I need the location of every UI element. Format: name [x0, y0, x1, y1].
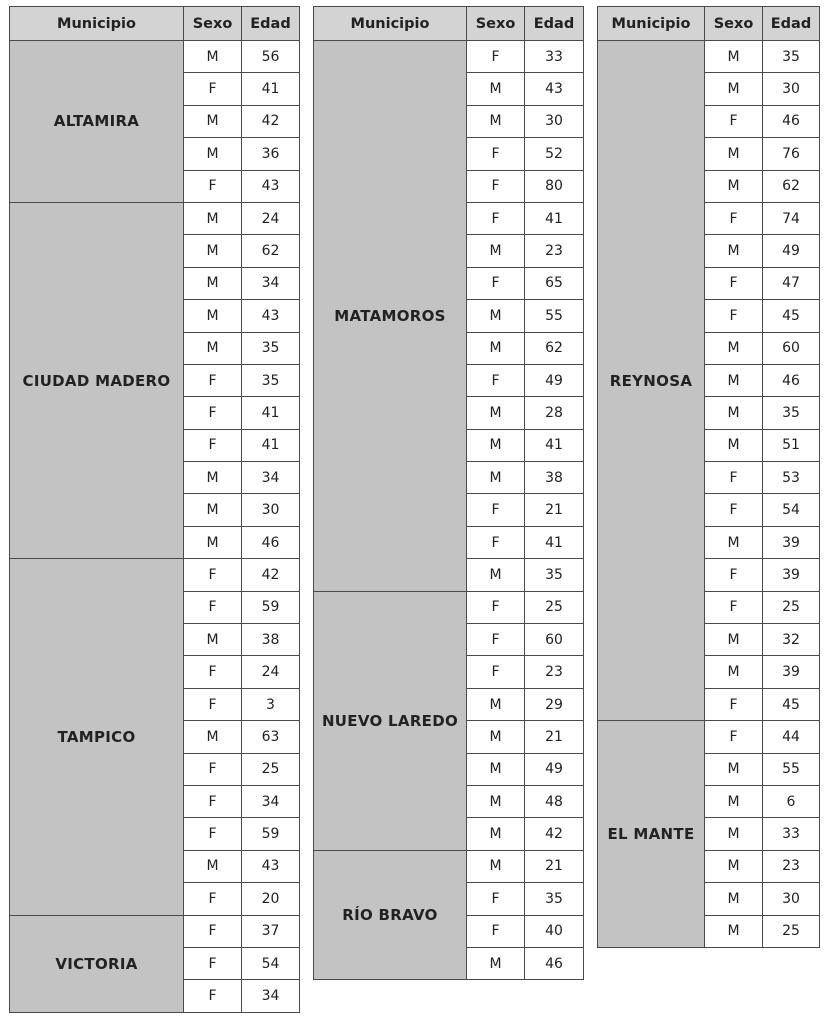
sexo-cell: M — [705, 429, 763, 461]
header-municipio: Municipio — [598, 7, 705, 41]
municipio-cell: EL MANTE — [598, 721, 705, 948]
edad-cell: 46 — [763, 364, 820, 396]
sexo-cell: M — [467, 818, 525, 850]
sexo-cell: M — [467, 300, 525, 332]
edad-cell: 23 — [525, 235, 584, 267]
sexo-cell: M — [467, 73, 525, 105]
edad-cell: 60 — [763, 332, 820, 364]
sexo-cell: M — [705, 364, 763, 396]
header-edad: Edad — [525, 7, 584, 41]
edad-cell: 43 — [242, 850, 300, 882]
edad-cell: 54 — [242, 947, 300, 979]
header-municipio: Municipio — [10, 7, 184, 41]
edad-cell: 39 — [763, 559, 820, 591]
edad-cell: 43 — [242, 300, 300, 332]
table-row — [10, 915, 300, 947]
edad-cell: 35 — [763, 397, 820, 429]
edad-cell: 35 — [763, 41, 820, 73]
edad-cell: 56 — [242, 41, 300, 73]
edad-cell: 24 — [242, 656, 300, 688]
sexo-cell: M — [705, 915, 763, 947]
edad-cell: 42 — [242, 559, 300, 591]
edad-cell: 20 — [242, 883, 300, 915]
edad-cell: 33 — [763, 818, 820, 850]
edad-cell: 74 — [763, 202, 820, 234]
edad-cell: 35 — [525, 883, 584, 915]
edad-cell: 30 — [525, 105, 584, 137]
sexo-cell: F — [184, 753, 242, 785]
sexo-cell: F — [184, 559, 242, 591]
municipio-cell: VICTORIA — [10, 915, 184, 1012]
sexo-cell: F — [184, 688, 242, 720]
edad-cell: 23 — [763, 850, 820, 882]
sexo-cell: M — [184, 41, 242, 73]
table-row — [314, 850, 584, 882]
edad-cell: 41 — [525, 526, 584, 558]
edad-cell: 48 — [525, 785, 584, 817]
edad-cell: 76 — [763, 138, 820, 170]
sexo-cell: M — [705, 753, 763, 785]
sexo-cell: F — [467, 138, 525, 170]
edad-cell: 34 — [242, 462, 300, 494]
edad-cell: 47 — [763, 267, 820, 299]
sexo-cell: M — [705, 850, 763, 882]
edad-cell: 41 — [525, 202, 584, 234]
edad-cell: 32 — [763, 624, 820, 656]
edad-cell: 46 — [525, 947, 584, 979]
header-sexo: Sexo — [467, 7, 525, 41]
sexo-cell: M — [184, 332, 242, 364]
sexo-cell: M — [705, 656, 763, 688]
edad-cell: 29 — [525, 688, 584, 720]
edad-cell: 59 — [242, 818, 300, 850]
sexo-cell: F — [184, 980, 242, 1012]
sexo-cell: M — [467, 332, 525, 364]
edad-cell: 45 — [763, 688, 820, 720]
sexo-cell: M — [705, 624, 763, 656]
sexo-cell: F — [467, 656, 525, 688]
edad-cell: 35 — [242, 332, 300, 364]
table-row — [10, 202, 300, 234]
sexo-cell: F — [705, 462, 763, 494]
sexo-cell: M — [184, 105, 242, 137]
edad-cell: 39 — [763, 656, 820, 688]
sexo-cell: F — [184, 818, 242, 850]
edad-cell: 55 — [763, 753, 820, 785]
sexo-cell: F — [467, 526, 525, 558]
sexo-cell: M — [705, 818, 763, 850]
edad-cell: 21 — [525, 850, 584, 882]
municipio-cell: TAMPICO — [10, 559, 184, 915]
sexo-cell: F — [467, 624, 525, 656]
sexo-cell: F — [705, 591, 763, 623]
sexo-cell: M — [467, 785, 525, 817]
sexo-cell: M — [705, 41, 763, 73]
edad-cell: 37 — [242, 915, 300, 947]
sexo-cell: M — [467, 947, 525, 979]
edad-cell: 42 — [525, 818, 584, 850]
sexo-cell: F — [184, 656, 242, 688]
edad-cell: 41 — [242, 73, 300, 105]
sexo-cell: F — [705, 688, 763, 720]
edad-cell: 41 — [242, 397, 300, 429]
sexo-cell: M — [705, 332, 763, 364]
edad-cell: 62 — [525, 332, 584, 364]
edad-cell: 6 — [763, 785, 820, 817]
sexo-cell: F — [467, 883, 525, 915]
edad-cell: 35 — [525, 559, 584, 591]
sexo-cell: F — [184, 73, 242, 105]
edad-cell: 3 — [242, 688, 300, 720]
edad-cell: 53 — [763, 462, 820, 494]
sexo-cell: M — [705, 785, 763, 817]
edad-cell: 46 — [242, 526, 300, 558]
sexo-cell: F — [184, 397, 242, 429]
edad-cell: 44 — [763, 721, 820, 753]
edad-cell: 55 — [525, 300, 584, 332]
edad-cell: 21 — [525, 494, 584, 526]
sexo-cell: M — [467, 721, 525, 753]
edad-cell: 24 — [242, 202, 300, 234]
edad-cell: 51 — [763, 429, 820, 461]
municipio-table-2 — [313, 6, 584, 980]
sexo-cell: F — [467, 267, 525, 299]
sexo-cell: M — [467, 688, 525, 720]
header-sexo: Sexo — [184, 7, 242, 41]
edad-cell: 49 — [525, 364, 584, 396]
sexo-cell: F — [184, 915, 242, 947]
municipio-cell: ALTAMIRA — [10, 41, 184, 203]
edad-cell: 46 — [763, 105, 820, 137]
edad-cell: 30 — [242, 494, 300, 526]
sexo-cell: F — [184, 883, 242, 915]
sexo-cell: M — [467, 559, 525, 591]
header-sexo: Sexo — [705, 7, 763, 41]
edad-cell: 59 — [242, 591, 300, 623]
sexo-cell: M — [705, 883, 763, 915]
sexo-cell: M — [705, 138, 763, 170]
table-row — [10, 41, 300, 73]
sexo-cell: M — [467, 850, 525, 882]
sexo-cell: F — [467, 591, 525, 623]
edad-cell: 42 — [242, 105, 300, 137]
edad-cell: 35 — [242, 364, 300, 396]
edad-cell: 62 — [763, 170, 820, 202]
edad-cell: 60 — [525, 624, 584, 656]
edad-cell: 62 — [242, 235, 300, 267]
sexo-cell: F — [467, 494, 525, 526]
edad-cell: 28 — [525, 397, 584, 429]
sexo-cell: F — [705, 494, 763, 526]
municipio-cell: CIUDAD MADERO — [10, 202, 184, 558]
sexo-cell: F — [705, 300, 763, 332]
table-row — [10, 559, 300, 591]
sexo-cell: M — [467, 397, 525, 429]
sexo-cell: F — [184, 364, 242, 396]
sexo-cell: M — [184, 235, 242, 267]
sexo-cell: F — [467, 41, 525, 73]
municipio-cell: RÍO BRAVO — [314, 850, 467, 980]
municipio-table-3 — [597, 6, 820, 948]
header-municipio: Municipio — [314, 7, 467, 41]
sexo-cell: F — [467, 364, 525, 396]
edad-cell: 34 — [242, 785, 300, 817]
sexo-cell: M — [184, 300, 242, 332]
header-edad: Edad — [763, 7, 820, 41]
edad-cell: 38 — [525, 462, 584, 494]
table-row — [598, 721, 820, 753]
edad-cell: 45 — [763, 300, 820, 332]
edad-cell: 30 — [763, 883, 820, 915]
edad-cell: 25 — [525, 591, 584, 623]
sexo-cell: M — [184, 526, 242, 558]
edad-cell: 40 — [525, 915, 584, 947]
sexo-cell: M — [184, 138, 242, 170]
edad-cell: 25 — [763, 915, 820, 947]
edad-cell: 41 — [242, 429, 300, 461]
edad-cell: 25 — [763, 591, 820, 623]
edad-cell: 54 — [763, 494, 820, 526]
sexo-cell: M — [705, 397, 763, 429]
table-row — [314, 591, 584, 623]
municipio-table-1 — [9, 6, 300, 1013]
edad-cell: 33 — [525, 41, 584, 73]
sexo-cell: M — [184, 494, 242, 526]
sexo-cell: M — [467, 462, 525, 494]
sexo-cell: F — [705, 202, 763, 234]
sexo-cell: F — [184, 785, 242, 817]
edad-cell: 34 — [242, 267, 300, 299]
edad-cell: 49 — [763, 235, 820, 267]
sexo-cell: M — [467, 235, 525, 267]
municipio-cell: MATAMOROS — [314, 41, 467, 592]
edad-cell: 38 — [242, 624, 300, 656]
sexo-cell: M — [184, 624, 242, 656]
sexo-cell: M — [184, 267, 242, 299]
edad-cell: 21 — [525, 721, 584, 753]
edad-cell: 65 — [525, 267, 584, 299]
edad-cell: 43 — [525, 73, 584, 105]
sexo-cell: F — [467, 202, 525, 234]
sexo-cell: M — [184, 721, 242, 753]
sexo-cell: F — [705, 559, 763, 591]
edad-cell: 30 — [763, 73, 820, 105]
table-row — [598, 41, 820, 73]
sexo-cell: M — [184, 202, 242, 234]
sexo-cell: F — [184, 947, 242, 979]
sexo-cell: M — [705, 235, 763, 267]
edad-cell: 49 — [525, 753, 584, 785]
edad-cell: 23 — [525, 656, 584, 688]
sexo-cell: F — [705, 721, 763, 753]
sexo-cell: M — [467, 105, 525, 137]
sexo-cell: M — [467, 753, 525, 785]
sexo-cell: F — [467, 915, 525, 947]
sexo-cell: F — [467, 170, 525, 202]
sexo-cell: F — [184, 429, 242, 461]
table-row — [314, 41, 584, 73]
sexo-cell: F — [705, 105, 763, 137]
edad-cell: 63 — [242, 721, 300, 753]
edad-cell: 43 — [242, 170, 300, 202]
sexo-cell: F — [184, 170, 242, 202]
sexo-cell: M — [467, 429, 525, 461]
edad-cell: 25 — [242, 753, 300, 785]
municipio-cell: REYNOSA — [598, 41, 705, 721]
sexo-cell: M — [705, 73, 763, 105]
municipio-cell: NUEVO LAREDO — [314, 591, 467, 850]
header-edad: Edad — [242, 7, 300, 41]
edad-cell: 52 — [525, 138, 584, 170]
sexo-cell: M — [184, 850, 242, 882]
sexo-cell: M — [705, 526, 763, 558]
sexo-cell: F — [184, 591, 242, 623]
sexo-cell: F — [705, 267, 763, 299]
edad-cell: 39 — [763, 526, 820, 558]
edad-cell: 34 — [242, 980, 300, 1012]
edad-cell: 80 — [525, 170, 584, 202]
edad-cell: 36 — [242, 138, 300, 170]
edad-cell: 41 — [525, 429, 584, 461]
sexo-cell: M — [705, 170, 763, 202]
sexo-cell: M — [184, 462, 242, 494]
